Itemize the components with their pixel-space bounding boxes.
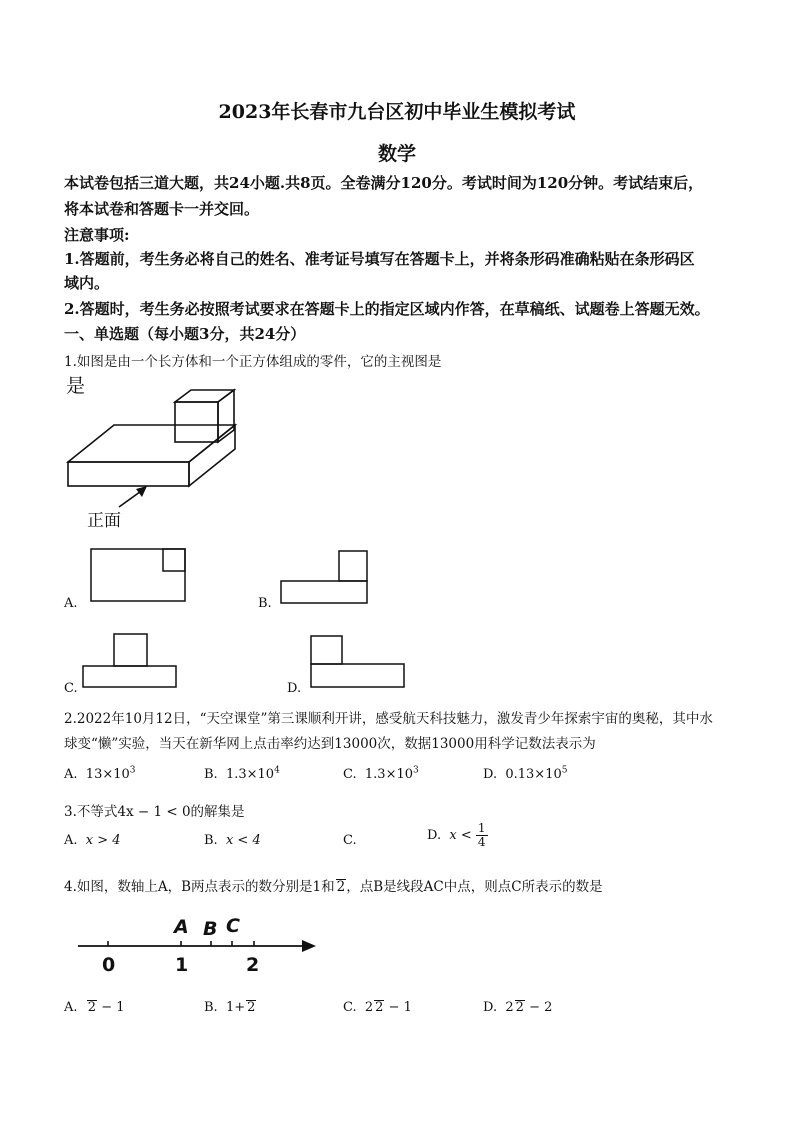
q4-number-line <box>70 908 330 980</box>
radicand: 2 <box>87 1000 97 1015</box>
q4-option-d-sqrt <box>515 1000 525 1015</box>
q4-option-a-sqrt <box>87 1000 97 1015</box>
q3-stem: 3.不等式4x − 1 < 0的解集是 <box>64 804 245 820</box>
q4-option-d-post: − 2 <box>529 1000 553 1015</box>
cube-front-face <box>175 402 218 442</box>
q1-stem: 1.如图是由一个长方体和一个正方体组成的零件，它的主视图是 <box>64 354 442 370</box>
q2-stem-line-2: 球变“懒”实验，当天在新华网上点击率约达到13000次，数据13000用科学记数法表示为 <box>64 736 596 752</box>
q2-option-d-label: D. <box>483 767 498 782</box>
q2-option-b[interactable] <box>204 767 280 782</box>
q4-stem-pre: 4.如图，数轴上A，B两点表示的数分别是1和 <box>64 879 335 895</box>
notes-heading: 注意事项: <box>64 226 130 244</box>
q2-option-a[interactable] <box>64 767 136 782</box>
q2-option-a-exp: 3 <box>129 765 136 776</box>
q3-option-d-fraction <box>476 822 488 849</box>
q4-option-c-sqrt <box>374 1000 384 1015</box>
radicand: 2 <box>375 1000 384 1015</box>
q4-option-b-pre: 1+ <box>225 1000 246 1015</box>
q3-option-c[interactable] <box>343 833 357 848</box>
q3-option-a[interactable] <box>64 833 121 848</box>
intro-line-1: 本试卷包括三道大题，共24小题.共8页。全卷满分120分。考试时间为120分钟。考试结束后， <box>64 174 704 192</box>
q2-option-b-exp: 4 <box>274 765 280 776</box>
q4-option-d[interactable] <box>483 1000 552 1015</box>
q4-option-c-post: − 1 <box>388 1000 412 1015</box>
q3-option-d-pre: x < <box>449 828 472 843</box>
q4-stem-sqrt <box>336 879 347 894</box>
point-b-label: B <box>203 918 218 940</box>
q4-stem-post: ，点B是线段AC中点，则点C所表示的数是 <box>346 879 603 895</box>
q2-option-a-base: 13×10 <box>85 767 130 782</box>
section-1-heading: 一、单选题（每小题3分，共24分） <box>64 325 306 343</box>
q1-option-b-figure[interactable] <box>277 545 392 610</box>
radicand: 2 <box>515 1000 524 1015</box>
tick-label-1: 1 <box>175 954 189 976</box>
q2-option-d-base: 0.13×10 <box>505 767 562 782</box>
cube-side-face <box>218 390 234 442</box>
q1-option-b-label: B. <box>258 596 272 611</box>
q1-option-a-figure[interactable] <box>85 545 195 610</box>
note-1a: 1.答题前，考生务必将自己的姓名、准考证号填写在答题卡上，并将条形码准确粘贴在条形码区 <box>64 250 695 268</box>
q2-option-b-base: 1.3×10 <box>225 767 275 782</box>
q3-option-a-text: x > 4 <box>85 833 121 848</box>
q1-option-d-label: D. <box>287 681 302 696</box>
q1-solid-figure <box>60 370 310 535</box>
q4-option-b-label: B. <box>204 1000 218 1015</box>
q4-stem <box>64 875 603 895</box>
q3-option-d[interactable] <box>427 822 488 849</box>
q1-fig-top-char: 是 <box>66 375 86 397</box>
q4-option-d-pre: 2 <box>505 1000 514 1015</box>
point-a-label: A <box>174 916 189 938</box>
q2-option-c[interactable] <box>343 767 419 782</box>
front-arrow-head <box>136 486 147 497</box>
q3-option-a-label: A. <box>64 833 78 848</box>
fraction-denominator: 4 <box>477 835 486 849</box>
tick-label-0: 0 <box>102 954 116 976</box>
number-line-arrowhead <box>302 940 316 952</box>
q3-option-d-label: D. <box>427 828 442 843</box>
q2-option-c-base: 1.3×10 <box>364 767 413 782</box>
q1-option-a-label: A. <box>64 596 78 611</box>
q2-option-c-label: C. <box>343 767 357 782</box>
q4-option-a[interactable] <box>64 1000 125 1015</box>
q1-option-d-figure[interactable] <box>306 628 411 693</box>
q1-option-c-label: C. <box>64 681 78 696</box>
note-2: 2.答题时，考生务必按照考试要求在答题卡上的指定区域内作答，在草稿纸、试题卷上答题无效。 <box>64 300 710 318</box>
subject-title: 数学 <box>377 143 416 165</box>
q2-stem-line-1: 2.2022年10月12日，“天空课堂”第三课顺利开讲，感受航天科技魅力，激发青少年探索宇宙的奥秘，其中水 <box>64 711 713 727</box>
q3-option-b-label: B. <box>204 833 218 848</box>
q4-option-b-sqrt <box>246 1000 256 1015</box>
q3-option-b-text: x < 4 <box>225 833 261 848</box>
q4-option-c-label: C. <box>343 1000 357 1015</box>
q3-option-c-label: C. <box>343 833 357 848</box>
point-c-label: C <box>226 915 240 937</box>
slab-front-face <box>68 462 189 486</box>
q1-option-c-figure[interactable] <box>78 628 183 693</box>
q4-option-d-label: D. <box>483 1000 498 1015</box>
q2-option-d[interactable] <box>483 767 567 782</box>
note-1b: 域内。 <box>64 274 110 292</box>
slab-top-face <box>68 425 235 462</box>
q4-option-a-label: A. <box>64 1000 78 1015</box>
q2-option-b-label: B. <box>204 767 218 782</box>
q3-option-b[interactable] <box>204 833 261 848</box>
radicand: 2 <box>336 879 346 895</box>
q4-option-a-post: − 1 <box>101 1000 125 1015</box>
q4-option-c[interactable] <box>343 1000 412 1015</box>
q4-option-b[interactable] <box>204 1000 256 1015</box>
q4-option-c-pre: 2 <box>364 1000 374 1015</box>
fraction-numerator: 1 <box>477 821 486 835</box>
q1-front-label: 正面 <box>87 511 121 531</box>
radicand: 2 <box>247 1000 256 1015</box>
exam-title: 2023年长春市九台区初中毕业生模拟考试 <box>218 101 576 123</box>
q2-option-a-label: A. <box>64 767 78 782</box>
q2-option-c-exp: 3 <box>413 765 419 776</box>
tick-label-2: 2 <box>246 954 260 976</box>
intro-line-2: 将本试卷和答题卡一并交回。 <box>64 200 260 218</box>
q2-option-d-exp: 5 <box>561 765 568 776</box>
